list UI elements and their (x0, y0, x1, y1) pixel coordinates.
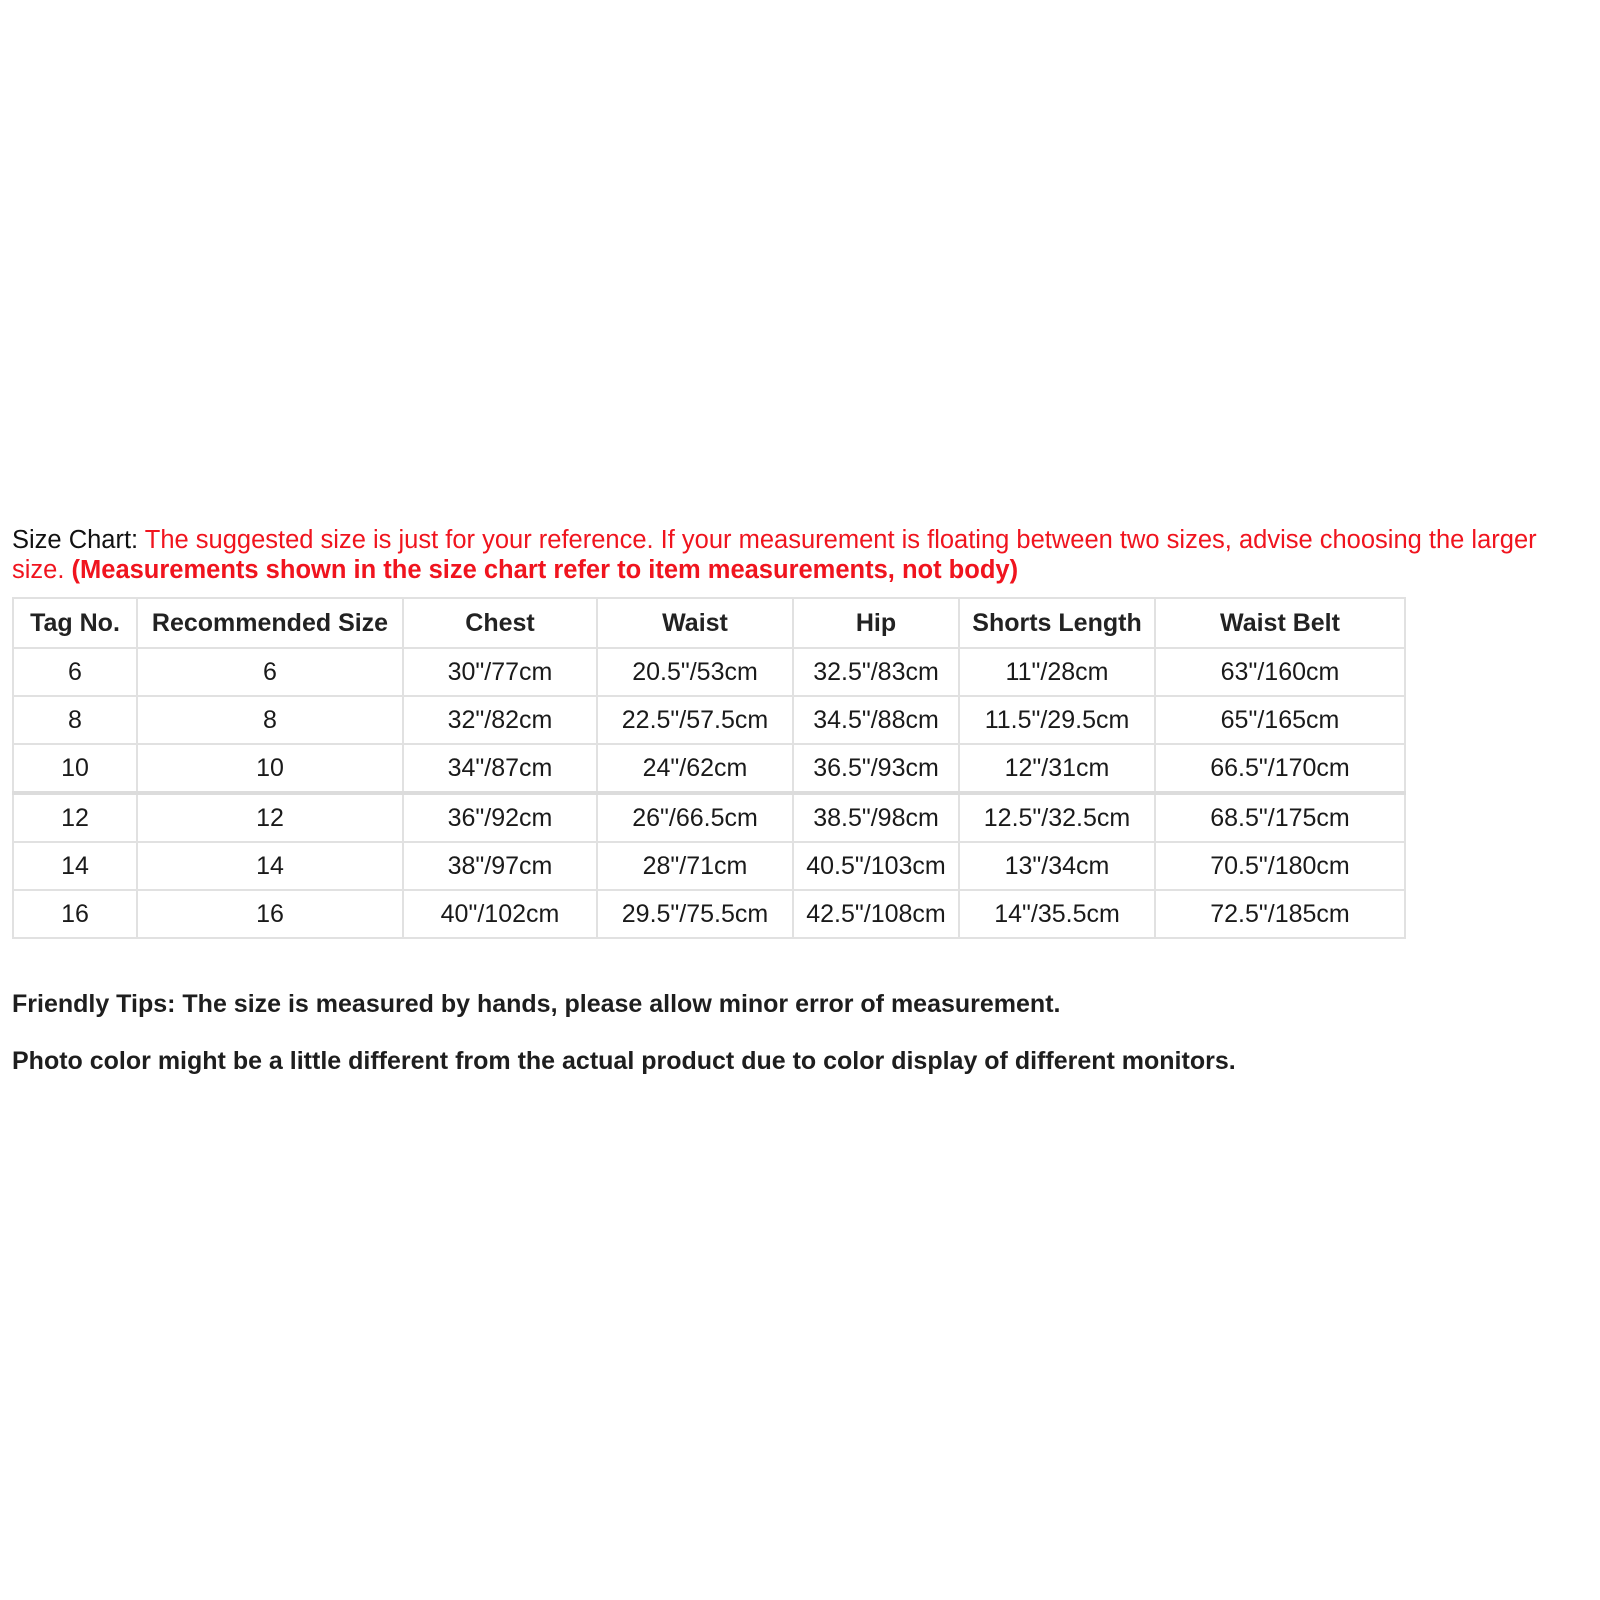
table-header-row (13, 598, 1405, 648)
cell-shorts-length: 11"/28cm (959, 648, 1155, 696)
table-row (13, 696, 1405, 744)
cell-chest: 30"/77cm (403, 648, 597, 696)
cell-chest: 38"/97cm (403, 842, 597, 890)
cell-waist-belt: 63"/160cm (1155, 648, 1405, 696)
measurement-note: (Measurements shown in the size chart refer to item measurements, not body) (71, 556, 1019, 584)
cell-hip: 40.5"/103cm (793, 842, 959, 890)
cell-tag-no: 12 (13, 793, 137, 842)
cell-chest: 34"/87cm (403, 744, 597, 793)
cell-hip: 36.5"/93cm (793, 744, 959, 793)
cell-hip: 38.5"/98cm (793, 793, 959, 842)
cell-waist: 26"/66.5cm (597, 793, 793, 842)
header-waist-belt: Waist Belt (1155, 598, 1405, 648)
table-row (13, 744, 1405, 793)
cell-waist: 29.5"/75.5cm (597, 890, 793, 938)
cell-chest: 36"/92cm (403, 793, 597, 842)
size-chart-intro (12, 525, 1592, 585)
cell-hip: 42.5"/108cm (793, 890, 959, 938)
size-chart-colon: : (131, 526, 139, 554)
photo-color-note: Photo color might be a little different from the actual product due to color display of different monitors. (12, 1047, 1236, 1075)
cell-tag-no: 16 (13, 890, 137, 938)
size-reference-text: The suggested size is just for your reference. If your measurement is floating between two sizes, advise choosing the larger (138, 526, 1537, 554)
size-chart-label: Size Chart (12, 526, 132, 554)
header-recommended-size: Recommended Size (137, 598, 403, 648)
size-chart-table (12, 597, 1406, 939)
header-waist: Waist (597, 598, 793, 648)
cell-chest: 40"/102cm (403, 890, 597, 938)
cell-shorts-length: 14"/35.5cm (959, 890, 1155, 938)
cell-shorts-length: 11.5"/29.5cm (959, 696, 1155, 744)
cell-recommended-size: 6 (137, 648, 403, 696)
cell-waist: 24"/62cm (597, 744, 793, 793)
intro-line-2 (12, 555, 1592, 585)
table-row (13, 842, 1405, 890)
cell-tag-no: 10 (13, 744, 137, 793)
cell-waist-belt: 68.5"/175cm (1155, 793, 1405, 842)
intro-line-1 (12, 525, 1592, 555)
friendly-tips: Friendly Tips: The size is measured by hands, please allow minor error of measurement. (12, 990, 1061, 1018)
table-row (13, 793, 1405, 842)
header-chest: Chest (403, 598, 597, 648)
table-row (13, 890, 1405, 938)
cell-waist-belt: 70.5"/180cm (1155, 842, 1405, 890)
cell-waist-belt: 72.5"/185cm (1155, 890, 1405, 938)
cell-hip: 34.5"/88cm (793, 696, 959, 744)
cell-waist: 20.5"/53cm (597, 648, 793, 696)
header-tag-no: Tag No. (13, 598, 137, 648)
header-hip: Hip (793, 598, 959, 648)
cell-waist-belt: 65"/165cm (1155, 696, 1405, 744)
cell-chest: 32"/82cm (403, 696, 597, 744)
cell-tag-no: 8 (13, 696, 137, 744)
cell-tag-no: 14 (13, 842, 137, 890)
cell-recommended-size: 10 (137, 744, 403, 793)
cell-shorts-length: 13"/34cm (959, 842, 1155, 890)
table-row (13, 648, 1405, 696)
cell-waist-belt: 66.5"/170cm (1155, 744, 1405, 793)
cell-recommended-size: 8 (137, 696, 403, 744)
size-reference-text-cont: size. (12, 556, 72, 584)
cell-recommended-size: 14 (137, 842, 403, 890)
cell-recommended-size: 12 (137, 793, 403, 842)
header-shorts-length: Shorts Length (959, 598, 1155, 648)
cell-waist: 22.5"/57.5cm (597, 696, 793, 744)
cell-waist: 28"/71cm (597, 842, 793, 890)
cell-recommended-size: 16 (137, 890, 403, 938)
cell-tag-no: 6 (13, 648, 137, 696)
cell-shorts-length: 12"/31cm (959, 744, 1155, 793)
cell-shorts-length: 12.5"/32.5cm (959, 793, 1155, 842)
cell-hip: 32.5"/83cm (793, 648, 959, 696)
